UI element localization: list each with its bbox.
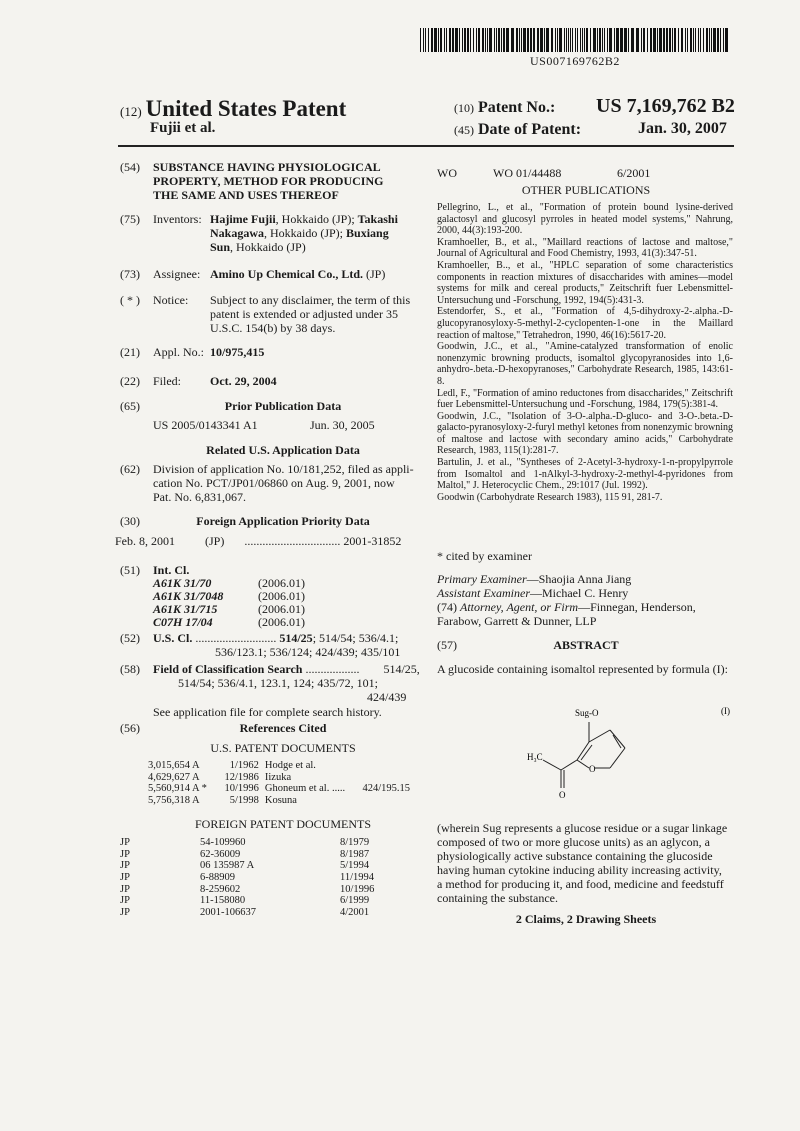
inventor-short: Fujii et al.: [150, 120, 216, 136]
barcode-bar: [586, 28, 588, 52]
barcode-bar: [464, 28, 466, 52]
abstract-code: (57): [437, 638, 457, 652]
formula-structure: [497, 700, 737, 810]
prior-code: (65): [120, 399, 140, 413]
barcode-bar: [700, 28, 701, 52]
table-row: JP 54-109960 8/1979: [120, 837, 370, 849]
barcode-bar: [584, 28, 585, 52]
formula-methyl-label: H₃C: [527, 752, 543, 762]
barcode-bar: [666, 28, 668, 52]
barcode-bar: [476, 28, 477, 52]
inventors-label: Inventors:: [153, 212, 202, 226]
barcode-bar: [713, 28, 716, 52]
table-row: JP 6-88909 11/1994: [120, 872, 375, 884]
other-publications: [437, 202, 733, 503]
barcode-bar: [674, 28, 676, 52]
barcode-bar: [602, 28, 603, 52]
cited-by-examiner: * cited by examiner: [437, 549, 532, 563]
formula-ring-oxygen: O: [589, 764, 596, 774]
intcl-code: (51): [120, 563, 140, 577]
formula-number: (I): [721, 706, 730, 716]
table-row: 4,629,627 A 12/1986 Iizuka: [148, 771, 292, 783]
barcode-bar: [444, 28, 445, 52]
barcode-bar: [706, 28, 708, 52]
field-line3: 424/439: [367, 690, 407, 704]
field-code: (58): [120, 662, 140, 676]
barcode-bar: [559, 28, 562, 52]
barcode-bar: [703, 28, 704, 52]
related-heading: Related U.S. Application Data: [206, 443, 360, 457]
barcode-bar: [546, 28, 549, 52]
notice-text: Subject to any disclaimer, the term of this patent is extended or adjusted under 35 U.S.C. 154(b) by 38 days.: [210, 293, 411, 335]
barcode-bar: [459, 28, 460, 52]
foreign-code: (30): [120, 514, 140, 528]
patent-title: SUBSTANCE HAVING PHYSIOLOGICAL PROPERTY, METHOD FOR PRODUCING THE SAME AND USES THEREOF: [153, 160, 384, 202]
barcode-bar: [572, 28, 573, 52]
barcode-bar: [720, 28, 721, 52]
table-row: JP 06 135987 A 5/1994: [120, 860, 370, 872]
assignee-label: Assignee:: [153, 267, 201, 281]
barcode-bar: [641, 28, 642, 52]
assignee: Amino Up Chemical Co., Ltd. (JP): [210, 267, 386, 281]
field-line1: Field of Classification Search .................. 514/25,: [153, 662, 420, 676]
assistant-examiner: Assistant Examiner—Michael C. Henry: [437, 586, 629, 600]
publication-entry: Ledl, F., "Formation of amino reductones from disaccharides," Zeitschrift fuer Lebensmittel-Untersuchung und -Forschung, 1984, 179(5):381-4.: [437, 387, 733, 411]
barcode-bar: [657, 28, 658, 52]
uscl-code: (52): [120, 631, 140, 645]
date-of-patent-line: (45) Date of Patent:: [454, 121, 582, 138]
barcode-bar: [438, 28, 439, 52]
wo-country: WO: [437, 166, 457, 180]
barcode-bar: [449, 28, 451, 52]
barcode-bar: [482, 28, 484, 52]
barcode-bar: [446, 28, 447, 52]
table-row: JP 11-158080 6/1999: [120, 895, 370, 907]
barcode-bar: [681, 28, 683, 52]
barcode-bar: [431, 28, 433, 52]
inventors: Hajime Fujii, Hokkaido (JP); Takashi Nakagawa, Hokkaido (JP); Buxiang Sun, Hokkaido (JP): [210, 212, 398, 254]
barcode-bar: [590, 28, 591, 52]
barcode-bar: [527, 28, 529, 52]
barcode-bar: [698, 28, 699, 52]
inventors-code: (75): [120, 212, 140, 226]
barcode-bar: [452, 28, 454, 52]
abstract-heading: ABSTRACT: [553, 638, 619, 652]
barcode-bar: [717, 28, 719, 52]
barcode-bar: [564, 28, 565, 52]
barcode-bar: [725, 28, 728, 52]
other-publications-heading: OTHER PUBLICATIONS: [521, 183, 651, 197]
header-rule: [118, 145, 734, 147]
barcode-bar: [607, 28, 608, 52]
barcode-bar: [540, 28, 543, 52]
filed-date: Oct. 29, 2004: [210, 374, 277, 388]
publication-entry: Pellegrino, L., et al., "Formation of protein bound lysine-derived galactosyl and glucosyl pyrroles in heated model systems," Nahrung, 2000, 44(3):193-200.: [437, 202, 733, 237]
publication-entry: Kramhoeller, B.., et al., "HPLC separation of some characteristics components in reaction mixtures of disaccharides with amines—model systems for milk and cereal products," Zeitschrift fuer Lebensmittel-Untersuchung und -Forschung, 1992, 194(5):431-3.: [437, 259, 733, 306]
barcode-bar: [428, 28, 429, 52]
barcode-bar: [420, 28, 421, 52]
barcode-bar: [519, 28, 520, 52]
formula-sug-label: Sug-O: [575, 708, 599, 718]
barcode-bar: [663, 28, 665, 52]
see-application-note: See application file for complete search history.: [153, 705, 382, 719]
barcode-bar: [690, 28, 692, 52]
barcode-bar: [470, 28, 471, 52]
barcode-number: US007169762B2: [530, 54, 620, 68]
barcode-bar: [631, 28, 634, 52]
barcode-bar: [489, 28, 492, 52]
barcode-bar: [695, 28, 696, 52]
primary-examiner: Primary Examiner—Shaojia Anna Jiang: [437, 572, 632, 586]
barcode-bar: [604, 28, 605, 52]
intcl-version: (2006.01): [258, 615, 305, 629]
assignee-code: (73): [120, 267, 140, 281]
barcode-bar: [498, 28, 500, 52]
filed-code: (22): [120, 374, 140, 388]
claims-summary: 2 Claims, 2 Drawing Sheets: [515, 912, 657, 926]
barcode-bar: [533, 28, 535, 52]
barcode-bar: [685, 28, 686, 52]
table-row: JP 2001-106637 4/2001: [120, 906, 370, 918]
publication-entry: Bartulin, J. et al., "Syntheses of 2-Acetyl-3-hydroxy-1-n-propylpyrrole from Isomaltol and 1-nAlkyl-3-hydroxy-2-methyl-4-pyridones from Maltol," J. Heterocyclic Chem., 29:1017 (Jul. 1992).: [437, 457, 733, 492]
barcode-bar: [551, 28, 553, 52]
barcode-bar: [580, 28, 581, 52]
barcode-bar: [620, 28, 623, 52]
refs-code: (56): [120, 721, 140, 735]
us-docs-heading: U.S. PATENT DOCUMENTS: [210, 741, 356, 755]
wo-number: WO 01/44488: [493, 166, 562, 180]
intcl-class: A61K 31/70: [153, 576, 212, 590]
barcode-bar: [597, 28, 598, 52]
barcode-bar: [516, 28, 518, 52]
notice-code: ( * ): [120, 293, 140, 307]
attorney: (74) Attorney, Agent, or Firm—Finnegan, Henderson,: [437, 600, 696, 614]
barcode-bar: [501, 28, 502, 52]
field-line2: 514/54; 536/4.1, 123.1, 124; 435/72, 101;: [178, 676, 379, 690]
table-row: 5,756,318 A 5/1998 Kosuna: [148, 795, 297, 807]
barcode-bar: [494, 28, 495, 52]
barcode-bar: [599, 28, 601, 52]
intcl-version: (2006.01): [258, 589, 305, 603]
formula-carbonyl-oxygen: O: [559, 790, 566, 800]
prior-pub-heading: Prior Publication Data: [224, 399, 342, 413]
barcode-bar: [687, 28, 688, 52]
barcode-bar: [582, 28, 583, 52]
publication-entry: Goodwin, J.C., et al., "Amine-catalyzed transformation of enolic nonenzymic browning products, isomaltol glycopyranosides into 1,6-anhydro-.beta.-D-hexopyranoses," Carbohydrate Research, 1985, 143:61-8.: [437, 341, 733, 387]
barcode-bar: [496, 28, 497, 52]
intcl-label: Int. Cl.: [153, 563, 190, 577]
barcode-bar: [425, 28, 426, 52]
publication-entry: Kramhoeller, B., et al., "Maillard reactions of lactose and maltose," Journal of Agricultural and Food Chemistry, 1993, 41(3):347-51.: [437, 236, 733, 260]
appl-label: Appl. No.:: [153, 345, 204, 359]
barcode-bar: [423, 28, 424, 52]
uscl-line1: U.S. Cl. ........................... 514/25; 514/54; 536/4.1;: [153, 631, 399, 645]
barcode-bar: [678, 28, 679, 52]
table-row: JP 62-36009 8/1987: [120, 848, 370, 860]
barcode-bar: [440, 28, 442, 52]
barcode-bar: [557, 28, 558, 52]
table-row: JP 8-259602 10/1996: [120, 883, 375, 895]
patent-number: US 7,169,762 B2: [596, 95, 735, 117]
barcode-bar: [709, 28, 710, 52]
appl-number: 10/975,415: [210, 345, 265, 359]
filed-label: Filed:: [153, 374, 182, 388]
foreign-docs-table: [120, 837, 374, 918]
table-row: 3,015,654 A 1/1962 Hodge et al.: [148, 760, 316, 772]
barcode-bar: [462, 28, 463, 52]
barcode-bar: [434, 28, 437, 52]
publication-entry: Goodwin (Carbohydrate Research 1983), 115 91, 281-7.: [437, 491, 663, 503]
barcode-bar: [643, 28, 645, 52]
patent-type: (12) United States Patent: [120, 96, 347, 121]
foreign-docs-heading: FOREIGN PATENT DOCUMENTS: [194, 817, 372, 831]
intcl-version: (2006.01): [258, 602, 305, 616]
uscl-line2: 536/123.1; 536/124; 424/439; 435/101: [215, 645, 401, 659]
barcode-bar: [609, 28, 612, 52]
barcode-bar: [555, 28, 556, 52]
barcode-bar: [672, 28, 673, 52]
division-text: Division of application No. 10/181,252, filed as appli- cation No. PCT/JP01/06860 on Aug. 9, 2001, now Pat. No. 6,831,067.: [153, 462, 414, 504]
barcode-bar: [593, 28, 596, 52]
barcode-bar: [653, 28, 656, 52]
foreign-priority-row: Feb. 8, 2001 (JP) ................................ 2001-31852: [115, 534, 402, 548]
barcode-bar: [711, 28, 712, 52]
attorney-firm: Farabow, Garrett & Dunner, LLP: [437, 614, 597, 628]
barcode-bar: [570, 28, 571, 52]
barcode-bar: [487, 28, 488, 52]
prior-pub-number: US 2005/0143341 A1: [153, 418, 258, 432]
barcode-bar: [506, 28, 509, 52]
barcode-bar: [624, 28, 627, 52]
barcode-bar: [647, 28, 648, 52]
barcode-bar: [473, 28, 474, 52]
barcode-bar: [478, 28, 480, 52]
division-code: (62): [120, 462, 140, 476]
publication-entry: Estendorfer, S., et al., "Formation of 4,5-dihydroxy-2-.alpha.-D-glucopyranosyloxy-5-methyl-2-cyclopenten-1-one in the Maillard reaction of maltose," Tetrahedron, 1990, 46(16):5617-20.: [437, 306, 733, 341]
barcode-bar: [659, 28, 662, 52]
prior-pub-date: Jun. 30, 2005: [310, 418, 375, 432]
barcode-bar: [693, 28, 694, 52]
barcode-bar: [723, 28, 724, 52]
table-row: 5,560,914 A * 10/1996 Ghoneum et al. ..... 424/195.15: [148, 783, 410, 795]
barcode-bar: [577, 28, 578, 52]
foreign-heading: Foreign Application Priority Data: [196, 514, 370, 528]
barcode-bar: [616, 28, 619, 52]
date-of-patent: Jan. 30, 2007: [638, 120, 727, 137]
barcode-bar: [544, 28, 545, 52]
barcode-bar: [650, 28, 652, 52]
barcode-bar: [566, 28, 567, 52]
barcode-bar: [521, 28, 522, 52]
wo-date: 6/2001: [617, 166, 651, 180]
barcode-bar: [669, 28, 671, 52]
barcode-bar: [523, 28, 526, 52]
references-heading: References Cited: [239, 721, 327, 735]
patent-number-line: (10) Patent No.:: [454, 99, 556, 116]
barcode-bar: [511, 28, 514, 52]
barcode-bar: [614, 28, 615, 52]
abstract-body: (wherein Sug represents a glucose residue or a sugar linkage composed of two or more glucose units) as an aglycon, a physiologically active substance containing the glucoside having human cytokine inducing ability increasing activity, a method for producing it, and food, medicine and feedstuff containing the substance.: [437, 821, 728, 905]
barcode-bar: [467, 28, 469, 52]
barcode-bar: [455, 28, 458, 52]
intcl-class: C07H 17/04: [153, 615, 213, 629]
intcl-version: (2006.01): [258, 576, 305, 590]
barcode-bar: [575, 28, 576, 52]
barcode: [420, 28, 730, 52]
intcl-class: A61K 31/715: [153, 602, 218, 616]
barcode-bar: [636, 28, 639, 52]
appl-code: (21): [120, 345, 140, 359]
barcode-bar: [485, 28, 486, 52]
barcode-bar: [503, 28, 505, 52]
us-docs-table: [148, 760, 410, 806]
barcode-bar: [537, 28, 539, 52]
barcode-bar: [530, 28, 532, 52]
barcode-bar: [568, 28, 569, 52]
intcl-class: A61K 31/7048: [153, 589, 224, 603]
publication-entry: Goodwin, J.C., "Isolation of 3-O-.alpha.-D-gluco- and 3-O-.beta.-D-galacto-pyranosyloxy-2-furyl methyl ketones from nonenzymic browning of maltose and lactose with secondary amino acids," Carbohydrate Research, 1983, 115(1):281-7.: [437, 410, 733, 457]
notice-label: Notice:: [153, 293, 189, 307]
abstract-intro: A glucoside containing isomaltol represented by formula (I):: [437, 662, 728, 676]
barcode-bar: [628, 28, 629, 52]
title-code: (54): [120, 160, 140, 174]
